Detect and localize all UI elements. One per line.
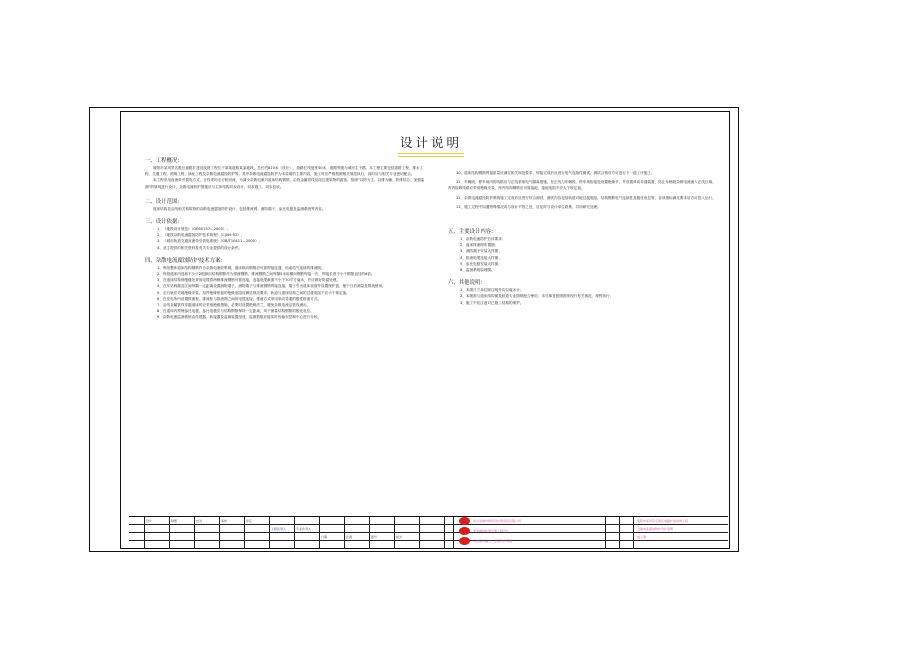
stamp-icon	[459, 517, 470, 525]
list-item: 4、排流电缆连接大样图；	[460, 255, 502, 260]
divider	[194, 517, 195, 549]
title-block-cell: 审定	[246, 519, 253, 523]
paragraph: 13、施工过程中如遇特殊情况或与设计不符之处，应及时与设计单位联系，共同研究处理。	[456, 204, 601, 209]
designer-line: 资质证书编号：工程设计甲级	[473, 539, 513, 543]
divider	[394, 517, 395, 549]
paragraph: 10、道床结构钢筋焊接质量应满足相关规范要求，焊接完成后应进行电气连续性测试，测试合格后方可进行下一道工序施工。	[456, 171, 655, 175]
paragraph: 11、车辆段、停车场内的线路应与正线采取电气隔离措施，在正线与车辆段、停车场衔接处设置绝缘节，并设置单向导通装置，防止车辆段杂散电流流入正线区域。库内检修线路应采用绝缘安装，库内结构钢筋应可靠接地，接地电阻不应大于规定值。	[448, 180, 716, 191]
title-block-cell: 专业负责人	[296, 527, 312, 531]
paragraph: 本工程采用直流牵引供电方式，正线采用走行轨回流，为减少杂散电流对道床结构钢筋、沿线金属管线及周边建筑物的腐蚀，按照“以防为主、以排为辅、防排结合、加强监测”的原则进行设计，杂散电流防护措施应与主体结构同步设计、同步施工、同步验收。	[145, 178, 425, 189]
list-item: 5、参比电极安装大样图；	[460, 261, 502, 266]
paragraph: 12、杂散电流腐蚀防护系统施工完成后应进行综合测试，测试内容包括轨道对地过渡电阻、结构钢筋电气连续性及极化电位等，各项指标满足要求后方可投入运行。	[456, 195, 716, 200]
section-3-heading: 三、设计依据:	[145, 219, 180, 226]
stamp-icon	[459, 527, 470, 535]
section-4-heading: 四、杂散电流腐蚀防护技术方案:	[145, 257, 223, 264]
project-name: 简阳市某风景名胜区道路扩建改建工程	[637, 519, 689, 523]
section-1-heading: 一、工程概况:	[145, 158, 180, 164]
list-item: 6、监测系统原理图。	[460, 268, 495, 273]
list-item: 4、业主提供的相关资料及有关专业提供的设计条件。	[157, 245, 242, 250]
divider	[633, 517, 634, 549]
divider	[269, 517, 270, 549]
list-item: 8、在道床内预埋参比电极，参比电极应与结构钢筋保持一定距离，用于测量结构钢筋的极化电位。	[157, 309, 314, 314]
divider	[169, 517, 170, 549]
title-block	[129, 516, 728, 548]
divider	[419, 517, 420, 549]
list-item: 3、在道床结构伸缩缝处采用电缆将两侧排流钢筋可靠连接，连接电缆截面不小于70平方毫米，并应做好防腐处理。	[157, 278, 340, 283]
list-item: 5、走行轨应对地绝缘安装，扣件绝缘垫板的绝缘电阻应满足规范要求，轨道与道床结构之间的过渡电阻不应小于规定值。	[157, 290, 350, 295]
divider	[444, 517, 445, 549]
list-item: 3、施工中应注意对已施工结构的保护。	[460, 300, 524, 305]
title-block-cell: 比例	[346, 535, 353, 539]
title-block-cell: 校对	[196, 519, 203, 523]
designer-line: 四川省城市建筑设计研究院有限公司	[473, 519, 522, 523]
paragraph: 简阳市某风景名胜区道路扩建及改建工程位于某某道路某某地段，总长约810米（设计），道路红线宽度40米，道路等级为城市主干路。本工程主要包括道路工程、排水工程、交通工程、照明工程、绿化工程及杂散电流腐蚀防护等。其中杂散电流腐蚀防护为本说明的主要内容，施工时应严格按照相关规范执行，同时应与相关专业密切配合。	[145, 166, 424, 177]
divider	[144, 517, 145, 549]
title-block-cell: 设计	[146, 519, 153, 523]
list-item: 6、在变电所内设置排流柜，排流柜与排流网之间用电缆连接，排流方式采用单向导通的极性排流方式。	[157, 296, 322, 301]
divider	[219, 517, 220, 549]
list-item: 3、《城市轨道交通直流牵引供电系统》（GB/T10411—2005）；	[157, 239, 263, 244]
list-item: 7、沿线金属管线穿越道床时应采取绝缘措施，必要时设置绝缘法兰，避免杂散电流沿管线流出。	[157, 303, 311, 308]
title-block-cell: 制图	[171, 519, 178, 523]
stamp-icon	[459, 537, 470, 545]
list-item: 1、《地铁设计规范》（GB50157—2003）；	[157, 227, 231, 232]
list-item: 2、每段道床内选取不少于2根纵向结构钢筋作为排流钢筋，排流钢筋之间每隔5米用横向钢筋焊接一次，焊接长度不小于钢筋直径的6倍。	[157, 272, 375, 277]
divider	[294, 517, 295, 549]
list-item: 2、本图需与道床结构图及轨道专业图纸配合使用，未尽事宜按照国家现行有关规范、规程执行；	[460, 294, 614, 299]
title-block-cell: 工程负责人	[271, 527, 287, 531]
right-column	[448, 170, 718, 306]
paragraph: 道床结构及沿线相关构筑物的杂散电流腐蚀防护设计，包括排流网、测防端子、参比电极及监测系统等内容。	[153, 206, 326, 211]
drawing-name: 杂散电流腐蚀防护设计说明	[637, 527, 674, 531]
title-block-cell: 图号	[371, 535, 378, 539]
divider	[453, 517, 454, 549]
title-block-cell: 审核	[221, 519, 228, 523]
section-6-heading: 六、其他说明:	[448, 280, 483, 287]
divider	[344, 517, 345, 549]
list-item: 2、《地铁杂散电流腐蚀防护技术规程》（CJJ49-92）；	[157, 233, 245, 238]
divider	[319, 517, 320, 549]
document-title: 设计说明	[400, 133, 462, 153]
divider	[244, 517, 245, 549]
section-2-heading: 二、设计范围:	[145, 198, 180, 205]
list-item: 1、本图尺寸单位除注明外均以毫米计；	[460, 288, 524, 293]
divider	[369, 517, 370, 549]
drawing-stage: 施工图	[637, 535, 647, 539]
left-column	[145, 155, 427, 321]
divider	[619, 517, 620, 549]
list-item: 2、道床排流网布置图；	[460, 243, 499, 248]
list-item: 4、在车站两端及区间每隔一定距离设置测防端子，测防端子与排流钢筋焊接连接，端子引出道床表面并设置保护盒，便于日后测量及排流使用。	[157, 284, 386, 289]
list-item: 1、利用整体道床结构钢筋作为杂散电流收集网，道床纵向钢筋应可靠焊接连通，形成电气连续的排流网。	[157, 265, 325, 270]
list-item: 3、测防端子安装大样图；	[460, 249, 502, 254]
title-block-cell: 版次	[396, 535, 403, 539]
title-block-cell: 日期	[321, 535, 328, 539]
list-item: 1、杂散电流防护总体要求；	[460, 237, 506, 242]
list-item: 9、杂散电流监测系统由传感器、转接器及监测装置组成，监测数据应能实时传输至控制中心进行分析。	[157, 315, 322, 320]
designer-line: 某某城市轨道交通工程设计	[473, 529, 510, 533]
section-5-heading: 五、主要设计内容:	[448, 229, 493, 236]
divider	[605, 517, 606, 549]
